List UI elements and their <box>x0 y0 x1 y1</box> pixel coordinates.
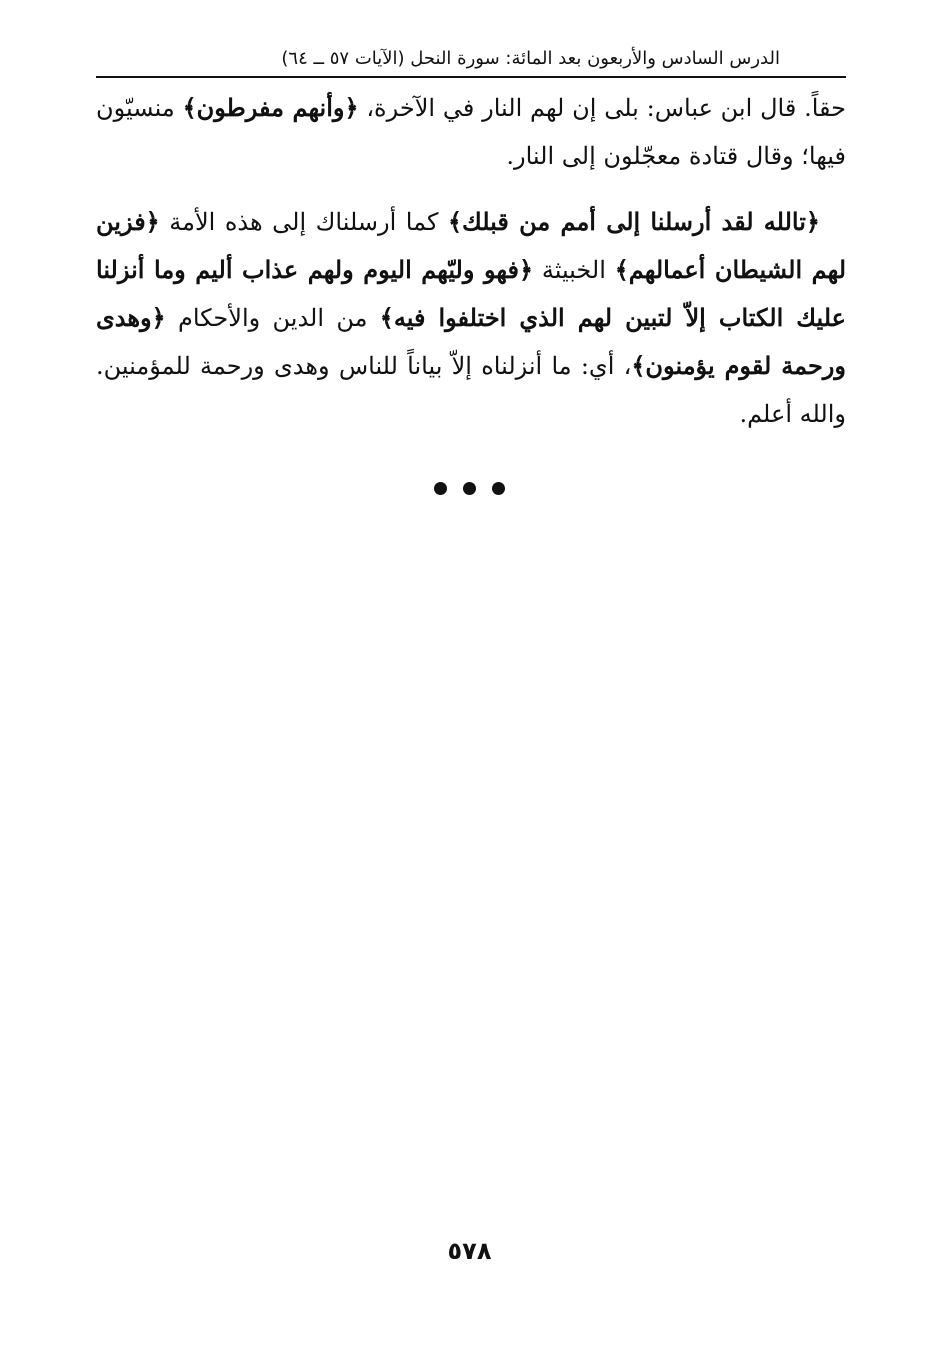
quran-quote: ﴿تالله لقد أرسلنا إلى أمم من قبلك﴾ <box>447 207 820 236</box>
paragraph-2-text: ، أي: ما أنزلناه إلاّ بياناً للناس وهدى ورحمة للمؤمنين. والله أعلم. <box>96 352 846 428</box>
paragraph-2 <box>96 198 846 438</box>
paragraph-1-text: حقاً. قال ابن عباس: بلى إن لهم النار في الآخرة، <box>358 94 846 122</box>
paragraph-2-text: كما أرسلناك إلى هذه الأمة <box>159 208 448 236</box>
page-number: ٥٧٨ <box>447 1237 492 1265</box>
paragraph-1 <box>96 84 846 180</box>
section-separator <box>0 480 939 499</box>
paragraph-2-text: الخبيثة <box>533 256 615 284</box>
separator-dot-icon <box>463 482 476 495</box>
separator-dot-icon <box>492 482 505 495</box>
running-header-title: الدرس السادس والأربعون بعد المائة: سورة النحل (الآيات ٥٧ ــ ٦٤) <box>281 48 780 69</box>
paragraph-1-text: منسيّون فيها؛ وقال قتادة معجّلون إلى النار. <box>96 94 846 170</box>
paragraph-2-text: من الدين والأحكام <box>165 304 380 332</box>
running-header <box>96 46 846 78</box>
quran-quote: ﴿فهو وليّهم اليوم ولهم عذاب أليم وما أنزلنا عليك الكتاب إلاّ لتبين لهم الذي اختلفوا فيه﴾ <box>96 255 846 332</box>
quran-quote: ﴿وهدى ورحمة لقوم يؤمنون﴾ <box>96 303 846 380</box>
quran-quote: ﴿وأنهم مفرطون﴾ <box>182 93 359 122</box>
quran-quote: ﴿فزين لهم الشيطان أعمالهم﴾ <box>96 207 847 284</box>
main-text <box>96 84 846 438</box>
separator-dot-icon <box>434 482 447 495</box>
